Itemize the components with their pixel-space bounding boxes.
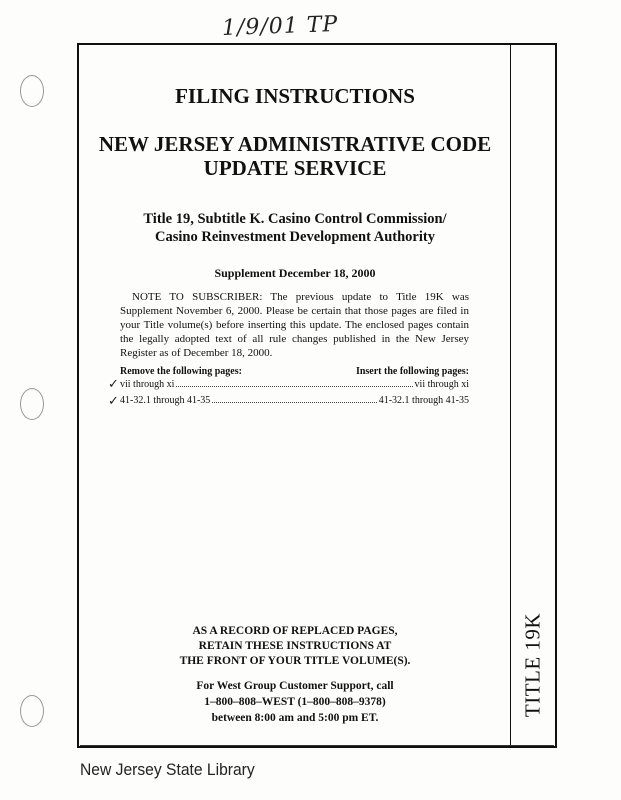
tab-label-text: TITLE 19K	[520, 612, 545, 718]
pages-header-row	[120, 366, 469, 377]
support-hours: between 8:00 am and 5:00 pm ET.	[211, 712, 379, 724]
retain-line3: THE FRONT OF YOUR TITLE VOLUME(S).	[179, 655, 411, 667]
retain-line1: AS A RECORD OF REPLACED PAGES,	[192, 625, 398, 637]
main-heading-line2: UPDATE SERVICE	[203, 156, 387, 180]
remove-header: Remove the following pages:	[120, 366, 242, 377]
insert-header: Insert the following pages:	[355, 366, 469, 377]
punch-hole-top	[20, 75, 44, 107]
remove-range: 41-32.1 through 41-35	[120, 395, 211, 406]
library-stamp: New Jersey State Library	[80, 760, 255, 779]
insert-range: vii through xi	[414, 379, 469, 390]
supplement-date: Supplement December 18, 2000	[214, 266, 376, 280]
remove-range: vii through xi	[120, 379, 175, 390]
subscriber-note-text: NOTE TO SUBSCRIBER: The previous update to Title 19K was Supplement November 6, 2000. Please be certain that those pages are filed in your Title volume(s) before inserting this update. The enclosed pages contain the legally adopted text of all rule changes published in the New Jersey Register as of December 18, 2000.	[120, 291, 469, 359]
punch-hole-middle	[20, 388, 44, 420]
handwritten-date-note: 1/9/01 TP	[221, 11, 339, 42]
customer-support	[80, 678, 510, 726]
checkmark-icon: ✓	[108, 393, 119, 408]
subtitle-line2: Casino Reinvestment Development Authority	[155, 229, 435, 245]
retain-line2: RETAIN THESE INSTRUCTIONS AT	[198, 640, 392, 652]
retain-instructions	[80, 624, 510, 669]
support-phone: 1–800–808–WEST (1–800–808–9378)	[204, 696, 386, 708]
subscriber-note	[120, 290, 469, 360]
page-row	[120, 379, 469, 390]
bottom-rule	[80, 745, 554, 746]
subtitle-line1: Title 19, Subtitle K. Casino Control Commission/	[143, 211, 447, 227]
insert-range: 41-32.1 through 41-35	[378, 395, 469, 406]
checkmark-icon: ✓	[108, 376, 119, 391]
leader-dots	[212, 402, 376, 403]
main-heading-line1: NEW JERSEY ADMINISTRATIVE CODE	[98, 132, 492, 156]
support-line1: For West Group Customer Support, call	[196, 680, 394, 692]
tab-divider-line	[510, 45, 511, 746]
main-heading	[80, 132, 510, 180]
leader-dots	[176, 386, 412, 387]
page-title: FILING INSTRUCTIONS	[175, 84, 415, 108]
punch-hole-bottom	[20, 695, 44, 727]
subtitle	[80, 210, 510, 246]
page-row	[120, 395, 469, 406]
